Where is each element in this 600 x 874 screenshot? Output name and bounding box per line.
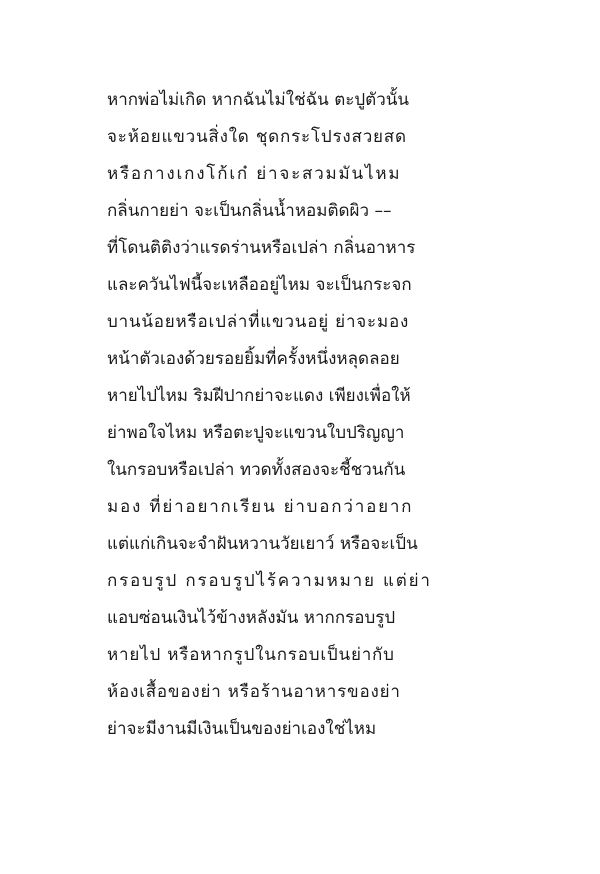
poem-line: หายไป หรือหากรูปในกรอบเป็นย่ากับ	[107, 645, 395, 665]
poem-line: จะห้อยแขวนสิ่งใด ชุดกระโปรงสวยสด	[107, 127, 407, 147]
poem-line: บานน้อยหรือเปล่าที่แขวนอยู่ ย่าจะมอง	[107, 312, 410, 332]
poem-line: หายไปไหม ริมฝีปากย่าจะแดง เพียงเพื่อให้	[107, 386, 411, 406]
poem-line: ย่าพอใจไหม หรือตะปูจะแขวนใบปริญญา	[107, 423, 405, 443]
poem-line: หากพ่อไม่เกิด หากฉันไม่ใช่ฉัน ตะปูตัวนั้น	[107, 90, 409, 110]
poem-line: แต่แก่เกินจะจำฝันหวานวัยเยาว์ หรือจะเป็น	[107, 534, 418, 554]
poem-line: มอง ที่ย่าอยากเรียน ย่าบอกว่าอยาก	[107, 497, 414, 517]
poem-line: กรอบรูป กรอบรูปไร้ความหมาย แต่ย่า	[107, 571, 432, 591]
poem-line: ย่าจะมีงานมีเงินเป็นของย่าเองใช่ไหม	[107, 719, 377, 739]
poem-line: หน้าตัวเองด้วยรอยยิ้มที่ครั้งหนึ่งหลุดลอย	[107, 349, 400, 369]
poem-text	[107, 82, 467, 748]
poem-line: กลิ่นกายย่า จะเป็นกลิ่นน้ำหอมติดผิว ––	[107, 201, 392, 221]
poem-line: และควันไฟนี้จะเหลืออยู่ไหม จะเป็นกระจก	[107, 275, 412, 295]
poem-line: แอบซ่อนเงินไว้ข้างหลังมัน หากกรอบรูป	[107, 608, 396, 628]
poem-line: ในกรอบหรือเปล่า ทวดทั้งสองจะชี้ชวนกัน	[107, 460, 406, 480]
poem-line: ห้องเสื้อของย่า หรือร้านอาหารของย่า	[107, 682, 401, 702]
poem-line: ที่โดนติติงว่าแรดร่านหรือเปล่า กลิ่นอาหาร	[107, 238, 416, 258]
poem-line: หรือกางเกงโก้เก๋ ย่าจะสวมมันไหม	[107, 164, 402, 184]
